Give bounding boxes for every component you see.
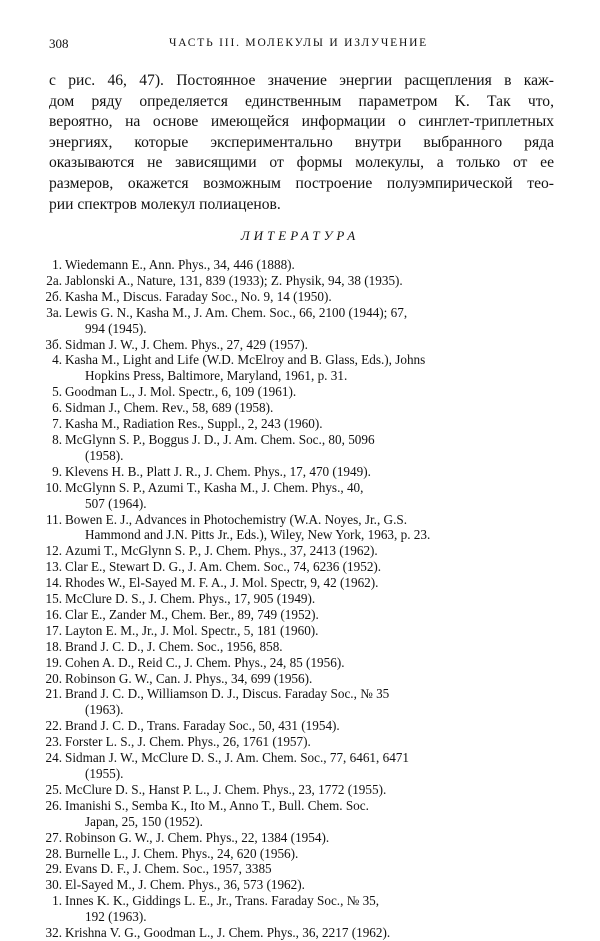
reference-number: 6. bbox=[52, 400, 62, 416]
reference-number: 8. bbox=[52, 431, 62, 447]
reference-number: 5. bbox=[52, 384, 62, 400]
reference-item bbox=[42, 734, 562, 750]
reference-item bbox=[42, 575, 562, 591]
reference-number: 4. bbox=[52, 352, 62, 368]
reference-list bbox=[42, 257, 562, 941]
reference-number: 12. bbox=[45, 543, 62, 559]
reference-item bbox=[42, 686, 562, 718]
reference-item bbox=[42, 464, 562, 480]
reference-text: El-Sayed M., J. Chem. Phys., 36, 573 (1962). bbox=[65, 877, 305, 893]
reference-item bbox=[42, 273, 562, 289]
reference-text: Sidman J. W., J. Chem. Phys., 27, 429 (1957). bbox=[65, 336, 308, 352]
reference-text: Klevens H. B., Platt J. R., J. Chem. Phys., 17, 470 (1949). bbox=[65, 463, 371, 479]
reference-text: Japan, 25, 150 (1952). bbox=[85, 813, 203, 829]
reference-number: 3а. bbox=[46, 304, 62, 320]
reference-text: McClure D. S., J. Chem. Phys., 17, 905 (1949). bbox=[65, 591, 316, 607]
intro-paragraph bbox=[49, 71, 554, 215]
reference-text: Robinson G. W., J. Chem. Phys., 22, 1384 (1954). bbox=[65, 829, 330, 845]
reference-text: Sidman J., Chem. Rev., 58, 689 (1958). bbox=[65, 400, 274, 416]
reference-item bbox=[42, 655, 562, 671]
reference-number: 27. bbox=[45, 829, 62, 845]
reference-number: 19. bbox=[45, 654, 62, 670]
reference-number: 1. bbox=[52, 257, 62, 272]
reference-text: Brand J. C. D., Trans. Faraday Soc., 50, 431 (1954). bbox=[65, 718, 340, 734]
reference-item bbox=[42, 512, 562, 544]
reference-item bbox=[42, 352, 562, 384]
reference-text: 192 (1963). bbox=[85, 909, 147, 925]
reference-item bbox=[42, 543, 562, 559]
reference-item bbox=[42, 830, 562, 846]
reference-number: 22. bbox=[45, 718, 62, 734]
reference-text: Rhodes W., El-Sayed M. F. A., J. Mol. Spectr, 9, 42 (1962). bbox=[65, 575, 379, 591]
reference-text: McClure D. S., Hanst P. L., J. Chem. Phys., 23, 1772 (1955). bbox=[65, 781, 387, 797]
reference-number: 25. bbox=[45, 781, 62, 797]
reference-item bbox=[42, 718, 562, 734]
reference-number: 10. bbox=[45, 479, 62, 495]
reference-text: Forster L. S., J. Chem. Phys., 26, 1761 (1957). bbox=[65, 734, 311, 750]
intro-line: оказываются не зависящими от формы молекулы, а только от ее bbox=[49, 154, 554, 172]
reference-item bbox=[42, 925, 562, 941]
reference-number: 26. bbox=[45, 797, 62, 813]
reference-text: 994 (1945). bbox=[85, 320, 147, 336]
reference-text: Wiedemann E., Ann. Phys., 34, 446 (1888). bbox=[65, 257, 295, 272]
reference-number: 29. bbox=[45, 861, 62, 877]
reference-item bbox=[42, 305, 562, 337]
reference-item bbox=[42, 384, 562, 400]
reference-text: Brand J. C. D., Williamson D. J., Discus. Faraday Soc., № 35 bbox=[65, 686, 390, 702]
section-title: ЛИТЕРАТУРА bbox=[240, 228, 360, 243]
reference-item bbox=[42, 289, 562, 305]
reference-text: Bowen E. J., Advances in Photochemistry (W.A. Noyes, Jr., G.S. bbox=[65, 511, 407, 527]
reference-text: Brand J. C. D., J. Chem. Soc., 1956, 858. bbox=[65, 638, 283, 654]
reference-text: (1955). bbox=[85, 766, 124, 781]
intro-line: энергиях, которые экспериментально внутри выбранного ряда bbox=[49, 133, 554, 151]
reference-number: 24. bbox=[45, 750, 62, 766]
reference-item bbox=[42, 877, 562, 893]
page-header bbox=[49, 36, 549, 56]
intro-line: размеров, окажется возможным построение полуэмпирической тео- bbox=[49, 174, 554, 192]
reference-number: 13. bbox=[45, 559, 62, 575]
running-head: ЧАСТЬ III. МОЛЕКУЛЫ И ИЗЛУЧЕНИЕ bbox=[169, 37, 429, 49]
reference-number: 2а. bbox=[46, 272, 62, 288]
reference-number: 15. bbox=[45, 591, 62, 607]
reference-text: Kasha M., Light and Life (W.D. McElroy and B. Glass, Eds.), Johns bbox=[65, 352, 426, 368]
reference-number: 1. bbox=[52, 893, 62, 909]
intro-line: дом ряду определяется единственным параметром K. Так что, bbox=[49, 92, 554, 110]
reference-text: McGlynn S. P., Boggus J. D., J. Am. Chem. Soc., 80, 5096 bbox=[65, 431, 375, 447]
intro-line: с рис. 46, 47). Постоянное значение энергии расщепления в каж- bbox=[49, 72, 554, 89]
reference-number: 7. bbox=[52, 416, 62, 432]
reference-item bbox=[42, 750, 562, 782]
reference-item bbox=[42, 623, 562, 639]
reference-item bbox=[42, 861, 562, 877]
reference-text: 507 (1964). bbox=[85, 495, 147, 511]
reference-text: Hammond and J.N. Pitts Jr., Eds.), Wiley, New York, 1963, p. 23. bbox=[85, 527, 431, 543]
reference-text: Evans D. F., J. Chem. Soc., 1957, 3385 bbox=[65, 861, 272, 877]
reference-text: Layton E. M., Jr., J. Mol. Spectr., 5, 181 (1960). bbox=[65, 622, 319, 638]
reference-text: Kasha M., Discus. Faraday Soc., No. 9, 14 (1950). bbox=[65, 288, 332, 304]
reference-text: Robinson G. W., Can. J. Phys., 34, 699 (1956). bbox=[65, 670, 313, 686]
reference-number: 30. bbox=[45, 877, 62, 893]
reference-number: 18. bbox=[45, 638, 62, 654]
reference-item bbox=[42, 591, 562, 607]
reference-number: 16. bbox=[45, 606, 62, 622]
reference-text: Clar E., Stewart D. G., J. Am. Chem. Soc., 74, 6236 (1952). bbox=[65, 559, 382, 575]
reference-number: 2б. bbox=[45, 288, 62, 304]
reference-text: Kasha M., Radiation Res., Suppl., 2, 243 (1960). bbox=[65, 416, 323, 432]
reference-item bbox=[42, 400, 562, 416]
reference-item bbox=[42, 432, 562, 464]
reference-number: 14. bbox=[45, 575, 62, 591]
page-number: 308 bbox=[49, 36, 69, 51]
reference-item bbox=[42, 671, 562, 687]
reference-number: 11. bbox=[46, 511, 62, 527]
reference-item bbox=[42, 846, 562, 862]
reference-text: Imanishi S., Semba K., Ito M., Anno T., Bull. Chem. Soc. bbox=[65, 797, 369, 813]
reference-text: Lewis G. N., Kasha M., J. Am. Chem. Soc., 66, 2100 (1944); 67, bbox=[65, 304, 408, 320]
reference-text: Cohen A. D., Reid C., J. Chem. Phys., 24, 85 (1956). bbox=[65, 654, 345, 670]
reference-item bbox=[42, 893, 562, 925]
reference-number: 28. bbox=[45, 845, 62, 861]
reference-number: 20. bbox=[45, 670, 62, 686]
intro-line: рии спектров молекул полиаценов. bbox=[49, 195, 281, 213]
reference-number: 17. bbox=[45, 622, 62, 638]
reference-text: (1963). bbox=[85, 702, 124, 718]
reference-text: Clar E., Zander M., Chem. Ber., 89, 749 (1952). bbox=[65, 606, 319, 622]
reference-number: 32. bbox=[45, 925, 62, 941]
reference-text: Burnelle L., J. Chem. Phys., 24, 620 (1956). bbox=[65, 845, 299, 861]
reference-item bbox=[42, 559, 562, 575]
reference-item bbox=[42, 480, 562, 512]
reference-text: Hopkins Press, Baltimore, Maryland, 1961, p. 31. bbox=[85, 368, 348, 384]
intro-line: вероятно, на основе имеющейся информации о синглет-триплетных bbox=[49, 113, 554, 131]
reference-text: (1958). bbox=[85, 447, 124, 463]
reference-text: McGlynn S. P., Azumi T., Kasha M., J. Chem. Phys., 40, bbox=[65, 479, 364, 495]
reference-item bbox=[42, 257, 562, 273]
reference-number: 9. bbox=[52, 463, 62, 479]
reference-number: 21. bbox=[45, 686, 62, 702]
reference-item bbox=[42, 798, 562, 830]
reference-item bbox=[42, 782, 562, 798]
reference-text: Azumi T., McGlynn S. P., J. Chem. Phys., 37, 2413 (1962). bbox=[65, 543, 378, 559]
reference-text: Krishna V. G., Goodman L., J. Chem. Phys., 36, 2217 (1962). bbox=[65, 925, 391, 941]
reference-text: Jablonski A., Nature, 131, 839 (1933); Z. Physik, 94, 38 (1935). bbox=[65, 272, 403, 288]
reference-item bbox=[42, 607, 562, 623]
reference-number: 3б. bbox=[45, 336, 62, 352]
reference-text: Goodman L., J. Mol. Spectr., 6, 109 (1961). bbox=[65, 384, 297, 400]
reference-text: Innes K. K., Giddings L. E., Jr., Trans. Faraday Soc., № 35, bbox=[65, 893, 380, 909]
reference-item bbox=[42, 639, 562, 655]
reference-item bbox=[42, 416, 562, 432]
reference-item bbox=[42, 337, 562, 353]
reference-text: Sidman J. W., McClure D. S., J. Am. Chem. Soc., 77, 6461, 6471 bbox=[65, 750, 409, 766]
reference-number: 23. bbox=[45, 734, 62, 750]
